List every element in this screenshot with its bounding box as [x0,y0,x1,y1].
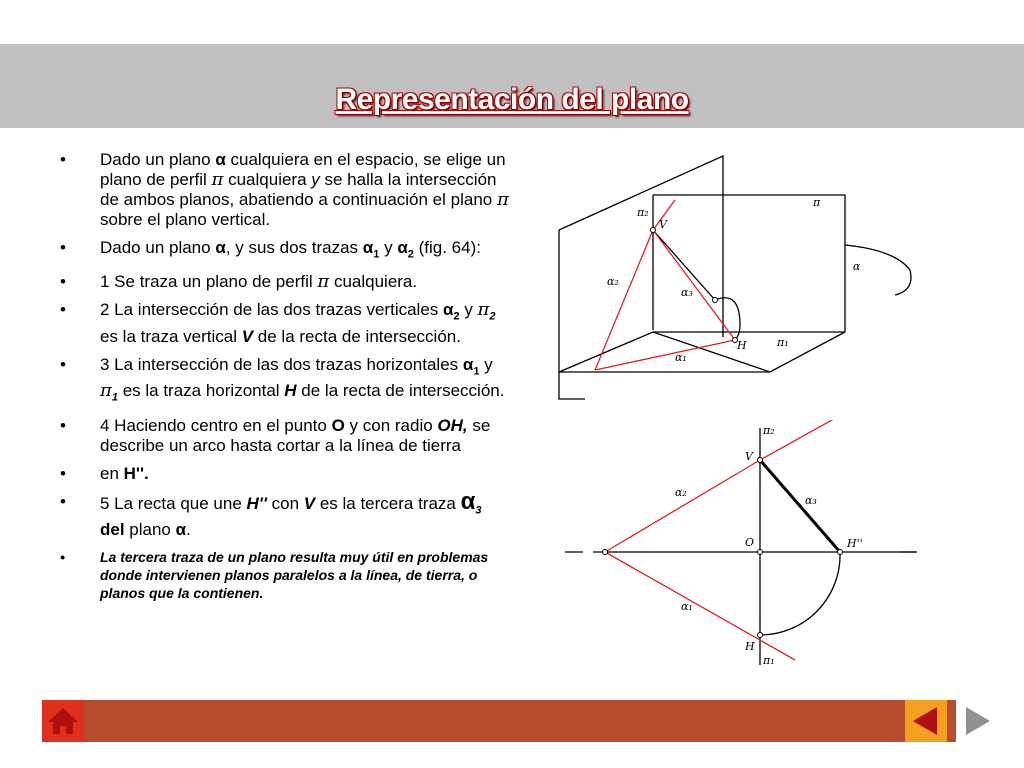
bullet-item [60,238,510,264]
label-a1: α₁ [681,600,693,613]
arrow-right-icon [956,700,998,742]
text: se halla la intersección de ambos planos, abatiendo a continuación el plano [100,170,497,209]
bullet-item [60,355,510,408]
text: y [311,170,320,189]
trace-alpha2 [595,230,653,370]
text: 5 La recta que une [100,493,247,513]
text: y [379,238,398,257]
text: 4 Haciendo centro en el punto [100,415,332,435]
label-v: V [659,218,667,231]
footer-bar [42,700,998,742]
text: con [266,493,304,513]
point-v [758,458,763,463]
bullet-marker: • [60,491,66,511]
point-h2: H''. [123,463,149,483]
point-v: V [241,326,254,346]
figure-2d-plane [565,420,920,670]
trace-alpha1 [605,552,795,660]
bullet-marker: • [60,548,65,565]
profile-plane [653,195,845,332]
label-a2: α₂ [607,275,619,288]
point-h2: H'' [246,493,267,513]
pi-symbol: π [317,271,330,293]
text: y [479,354,493,374]
alpha-symbol: α [175,519,187,539]
subscript: 1 [473,365,480,378]
segment-oh: OH, [437,415,468,435]
alpha-symbol: α [215,238,226,257]
text: , y sus dos trazas [225,238,363,257]
label-pi2: π₂ [763,424,775,437]
bullet-marker: • [60,354,66,374]
subscript: 3 [475,503,482,516]
bullet-item [60,416,510,456]
text: 1 Se traza un plano de perfil [100,272,318,292]
trace-alpha1 [595,340,735,370]
alpha-symbol: α [443,300,454,320]
alpha-symbol: α [362,238,374,257]
alpha-symbol: α [215,150,226,169]
point [713,298,718,303]
text: (fig. 64): [413,238,481,257]
label-a3: α₃ [805,494,817,507]
text: se describe un arco hasta cortar a la línea de tierra [100,415,491,455]
bullet-item [60,548,510,602]
text: es la tercera traza [315,493,461,513]
label-o: O [745,536,755,549]
text: 2 La intersección de las dos trazas verticales [100,300,444,320]
slide-header [0,44,1024,128]
point-v [651,228,656,233]
text: Dado un plano [100,150,216,169]
next-slide-button[interactable] [956,700,998,742]
bullet-item [60,272,510,292]
text: cualquiera en el espacio, se elige un plano de perfil [100,150,506,189]
text: Dado un plano [100,238,216,257]
vertical-plane-edge [559,156,723,337]
point [603,550,608,555]
text: plano [124,519,176,539]
pi-symbol: π [496,189,509,210]
point-o: O [331,415,345,435]
bullet-marker: • [60,150,66,169]
bullet-marker: • [60,238,66,257]
alpha-symbol: α [462,354,474,374]
bullet-item [60,150,510,230]
pi-symbol: π [477,299,490,321]
pi-symbol: π [100,380,112,402]
label-h: H [737,339,747,352]
label-h2: H'' [847,537,863,550]
text: de la recta de intersección. [296,381,505,401]
arc [760,552,840,635]
text: del [100,519,125,539]
subscript: 1 [111,391,118,404]
slide-title: Representación del plano [335,83,689,116]
point-h [758,633,763,638]
arrow-left-icon [905,700,947,742]
text: en [100,463,124,483]
home-icon [42,700,84,742]
label-a2: α₂ [675,486,687,499]
trace-alpha3 [760,460,840,552]
bullet-list [60,150,510,610]
bullet-marker: • [60,463,66,483]
subscript: 2 [489,310,496,323]
previous-slide-button[interactable] [905,700,947,742]
label-a3: α₃ [681,286,693,299]
text: cualquiera. [329,272,418,292]
text: de la recta de intersección. [253,326,461,346]
text: sobre el plano vertical. [100,210,271,229]
text: es la traza horizontal [117,381,285,401]
bullet-item [60,464,510,484]
label-pi1: π₁ [777,336,789,349]
ground-line [653,332,770,372]
subscript: 1 [373,248,380,261]
label-v: V [745,450,753,463]
label-pi: π [813,196,821,209]
figure-3d-plane [555,150,915,405]
alpha-symbol: α [397,238,408,257]
bullet-item [60,300,510,346]
text: es la traza vertical [100,326,242,346]
pi-symbol: π [211,169,224,190]
vertical-plane-edge [559,230,585,399]
bullet-item [60,487,510,540]
trace-alpha2 [605,460,760,552]
label-a: α [853,260,861,273]
point-h: H [284,381,297,401]
point-h2 [838,550,843,555]
label-h: H [745,640,755,653]
text: y con radio [344,415,438,435]
label-a1: α₁ [675,351,687,364]
point-o [758,550,763,555]
home-button[interactable] [42,700,84,742]
bullet-marker: • [60,272,66,292]
bullet-marker: • [60,300,66,320]
text: cualquiera [223,170,312,189]
text: 3 La intersección de las dos trazas horizontales [100,354,463,374]
text: . [186,519,191,539]
text: La tercera traza de un plano resulta muy útil en problemas donde intervienen planos paralelos a la línea, de tierra, o planos que la contienen. [100,548,489,601]
bullet-marker: • [60,415,66,435]
text: y [459,300,478,320]
subscript: 2 [453,310,460,323]
point-v: V [303,493,316,513]
subscript: 2 [407,248,414,261]
label-pi1: π₁ [763,654,775,667]
label-pi2: π₂ [637,206,649,219]
alpha-symbol: α [460,487,476,515]
